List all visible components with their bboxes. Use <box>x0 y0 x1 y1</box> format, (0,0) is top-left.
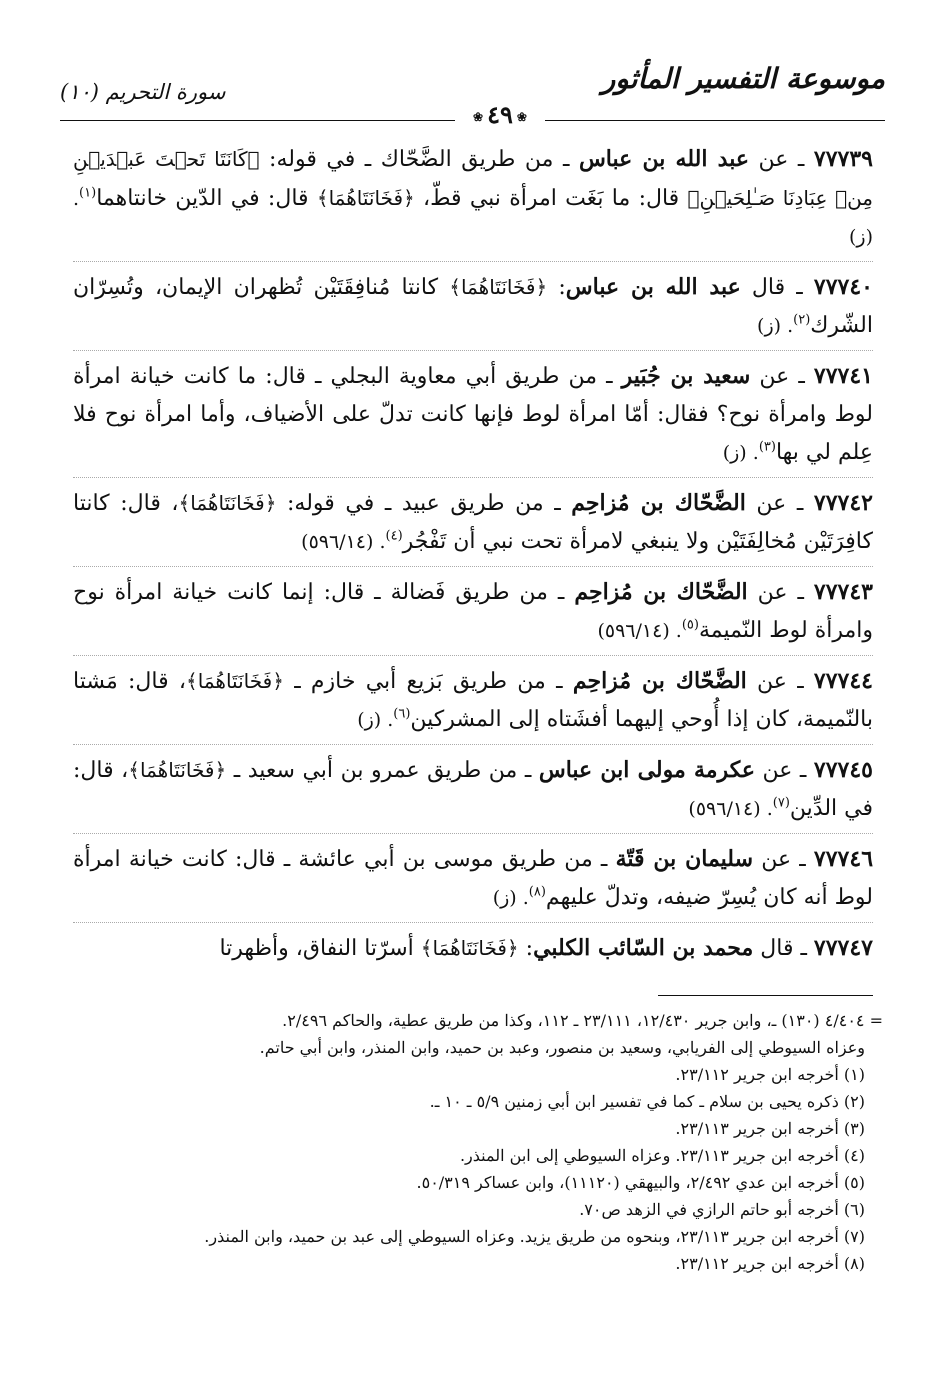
footnote-ref[interactable]: (٢) <box>793 312 811 328</box>
footnote-continuation: = ٤/٤٠٤ (١٣٠) ـ، وابن جرير ١٢/٤٣٠، ٢٣/١١١ ـ ١١٢، وكذا من طريق عطية، والحاكم ٢/٤٩٦. <box>282 1011 883 1030</box>
entry-number: ٧٧٧٤٦ <box>813 846 874 872</box>
entry-text: ـ من طريق عمرو بن أبي سعيد ـ <box>226 758 539 783</box>
footnote-item: (١) أخرجه ابن جرير ٢٣/١١٢. <box>675 1065 865 1084</box>
surah-title: سورة التحريم (١٠) <box>60 80 226 104</box>
entry-text: ، قال: في الدِّين <box>73 758 873 821</box>
source-code: . (٥٩٦/١٤) <box>301 531 386 553</box>
entry-prefix: ـ قال <box>740 275 814 300</box>
entry-number: ٧٧٧٤٥ <box>813 757 873 783</box>
narrator-name: عبد الله بن عباس <box>578 146 749 172</box>
footnote-separator <box>658 995 873 996</box>
narration-entry <box>73 140 873 262</box>
entry-text: أسرّتا النفاق، وأظهرتا <box>219 936 421 961</box>
entry-number: ٧٧٧٣٩ <box>813 146 873 172</box>
narration-entry <box>73 840 873 923</box>
entry-number: ٧٧٧٤١ <box>813 363 873 389</box>
header-rule-left <box>60 120 455 121</box>
page-header <box>60 62 885 132</box>
narrator-name: الضَّحّاك بن مُزاحِم <box>574 579 748 605</box>
entry-text: : <box>518 936 534 961</box>
footnote-ref[interactable]: (٨) <box>528 884 546 900</box>
footnote-item: (٢) ذكره يحيى بن سلام ـ كما في تفسير ابن أبي زمنين ٥/٩ ـ ١٠ ـ. <box>429 1092 865 1111</box>
entry-prefix: ـ عن <box>746 669 814 694</box>
entry-number: ٧٧٧٤٢ <box>813 490 873 516</box>
narrator-name: عبد الله بن عباس <box>565 274 741 300</box>
page-number-block <box>455 100 545 129</box>
narration-entry <box>73 357 873 478</box>
narration-entry <box>73 484 873 567</box>
entry-number: ٧٧٧٤٧ <box>813 935 873 961</box>
main-text <box>73 140 873 979</box>
source-code: . (ز) <box>722 442 759 464</box>
entry-number: ٧٧٧٤٠ <box>813 274 873 300</box>
source-code: . (٥٩٦/١٤) <box>688 798 773 820</box>
footnote-item: (٧) أخرجه ابن جرير ٢٣/١١٣، وبنحوه من طريق يزيد. وعزاه السيوطي إلى عبد بن حميد، وابن المنذر. <box>204 1227 865 1246</box>
quran-quote: ﴿فَخَانَتَاهُمَا﴾ <box>178 491 277 515</box>
entry-prefix: ـ عن <box>753 847 814 872</box>
narrator-name: سليمان بن قَتّة <box>615 846 754 872</box>
footnote-ref[interactable]: (١) <box>79 185 97 201</box>
footnote-ref[interactable]: (٧) <box>772 795 790 811</box>
entry-number: ٧٧٧٤٤ <box>813 668 873 694</box>
footnote-ref[interactable]: (٥) <box>681 617 699 633</box>
entry-text: ، قال: مَشتا بالنّميمة، كان إذا أُوحي إليهما أفشَتاه إلى المشركين <box>73 669 873 732</box>
entry-number: ٧٧٧٤٣ <box>813 579 873 605</box>
entry-prefix: ـ قال <box>753 936 814 961</box>
narrator-name: سعيد بن جُبَير <box>621 363 751 389</box>
footnote-ref[interactable]: (٤) <box>385 528 403 544</box>
narrator-name: محمد بن السّائب الكلبي <box>533 935 754 961</box>
header-rule-right <box>545 120 885 121</box>
footnote-item: (٥) أخرجه ابن عدي ٢/٤٩٢، والبيهقي (١١١٢٠)، وابن عساكر ٥٠/٣١٩. <box>416 1173 865 1192</box>
narration-entry <box>73 751 873 834</box>
footnote-ref[interactable]: (٣) <box>758 439 776 455</box>
narrator-name: عكرمة مولى ابن عباس <box>538 757 755 783</box>
entry-text: كانتا مُنافِقَتَيْن تُظهران الإيمان، وتُسِرّان الشّرك <box>73 275 873 338</box>
footnote-continuation: وعزاه السيوطي إلى الفريابي، وسعيد بن منصور، وعبد بن حميد، وابن المنذر، وابن أبي حاتم. <box>259 1038 865 1057</box>
page-number: ٤٩ <box>487 100 513 129</box>
quran-quote: ﴿فَخَانَتَاهُمَا﴾ <box>316 186 415 210</box>
footnotes <box>73 1007 883 1277</box>
narration-entry <box>73 662 873 745</box>
entry-text: ـ من طريق الضَّحّاك ـ في قوله: <box>259 147 579 172</box>
source-code: . (ز) <box>492 887 529 909</box>
entry-prefix: ـ عن <box>748 147 814 172</box>
entry-text: ـ من طريق موسى بن أبي عائشة ـ قال: كانت خيانة امرأة لوط أنه كان يُسِرّ ضيفه، وتدلّ عليهم <box>73 847 873 910</box>
entry-text: : <box>547 275 566 300</box>
narrator-name: الضَّحّاك بن مُزاحِم <box>571 490 746 516</box>
entry-text: قال: في الدّين خانتاهما <box>96 186 317 211</box>
narration-entry <box>73 268 873 351</box>
ornament-icon: ❀ <box>516 109 527 124</box>
quran-quote: ﴿كَانَتَا تَحۡتَ عَبۡدَيۡنِ مِنۡ عِبَادِنَا صَـٰلِحَيۡنِ﴾ <box>73 147 874 210</box>
quran-quote: ﴿فَخَانَتَاهُمَا﴾ <box>128 758 227 782</box>
footnote-ref[interactable]: (٦) <box>393 706 411 722</box>
entry-text: ـ من طريق بَزيع أبي خازم ـ <box>283 669 573 694</box>
quran-quote: ﴿فَخَانَتَاهُمَا﴾ <box>449 275 548 299</box>
book-title: موسوعة التفسير المأثور <box>601 62 885 95</box>
entry-prefix: ـ عن <box>750 364 814 389</box>
narrator-name: الضَّحّاك بن مُزاحِم <box>572 668 747 694</box>
narration-entry <box>73 929 873 973</box>
quran-quote: ﴿فَخَانَتَاهُمَا﴾ <box>420 936 519 960</box>
entry-text: ، قال: كانتا كافِرَتَيْن مُخالِفَتَيْن ولا ينبغي لامرأة تحت نبي أن تَفْجُر <box>73 491 873 554</box>
entry-text: قال: ما بَغَت امرأة نبي قطّ، <box>414 186 688 211</box>
entry-text: ـ من طريق عبيد ـ في قوله: <box>276 491 572 516</box>
entry-prefix: ـ عن <box>754 758 814 783</box>
entry-text: ـ من طريق فَضالة ـ قال: إنما كانت خيانة امرأة نوح وامرأة لوط النّميمة <box>73 580 873 643</box>
footnote-item: (٤) أخرجه ابن جرير ٢٣/١١٣. وعزاه السيوطي إلى ابن المنذر. <box>459 1146 865 1165</box>
source-code: . (٥٩٦/١٤) <box>597 620 682 642</box>
source-code: . (ز) <box>357 709 394 731</box>
footnote-item: (٨) أخرجه ابن جرير ٢٣/١١٢. <box>675 1254 865 1273</box>
source-code: . (ز) <box>73 188 873 248</box>
quran-quote: ﴿فَخَانَتَاهُمَا﴾ <box>186 669 284 693</box>
entry-prefix: ـ عن <box>745 491 814 516</box>
source-code: . (ز) <box>757 315 794 337</box>
entry-text: ـ من طريق أبي معاوية البجلي ـ قال: ما كانت خيانة امرأة لوط وامرأة نوح؟ فقال: أمّا امرأة لوط فإنها كانت تدلّ على الأضياف، وأما امرأة نوح فلا عِلم لي بها <box>73 364 873 465</box>
footnote-item: (٦) أخرجه أبو حاتم الرازي في الزهد ص٧٠. <box>579 1200 865 1219</box>
entry-prefix: ـ عن <box>747 580 814 605</box>
ornament-icon: ❀ <box>473 109 484 124</box>
narration-entry <box>73 573 873 656</box>
footnote-item: (٣) أخرجه ابن جرير ٢٣/١١٣. <box>675 1119 865 1138</box>
